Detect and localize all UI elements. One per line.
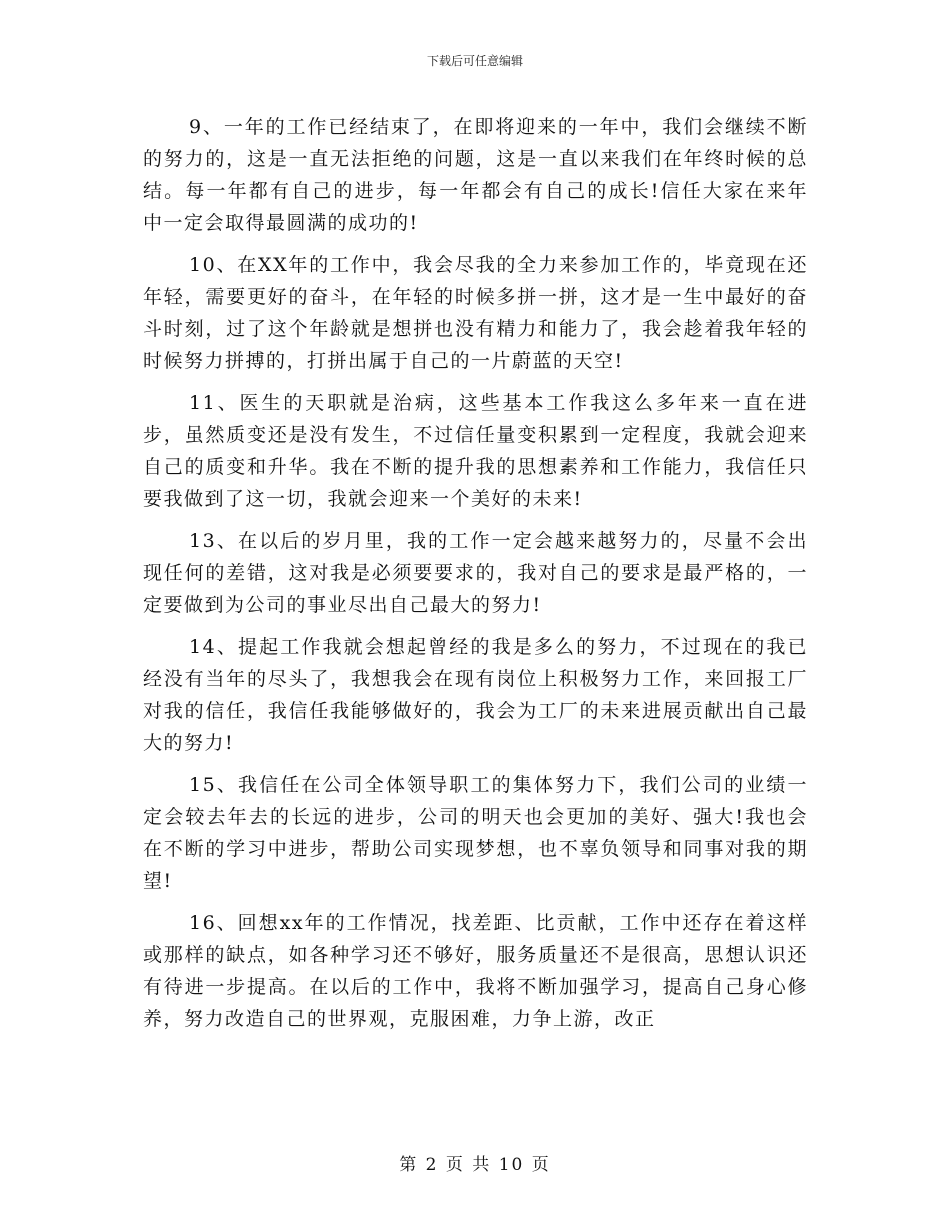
paragraph-9: 9、一年的工作已经结束了，在即将迎来的一年中，我们会继续不断的努力的，这是一直无法拒绝的问题，这是一直以来我们在年终时候的总结。每一年都有自己的进步，每一年都会有自己的成长!信任大家在来年中一定会取得最圆满的成功的!	[143, 116, 808, 234]
paragraph-11: 11、医生的天职就是治病，这些基本工作我这么多年来一直在进步，虽然质变还是没有发生，不过信任量变积累到一定程度，我就会迎来自己的质变和升华。我在不断的提升我的思想素养和工作能力，我信任只要我做到了这一切，我就会迎来一个美好的未来!	[143, 392, 808, 510]
paragraph-13: 13、在以后的岁月里，我的工作一定会越来越努力的，尽量不会出现任何的差错，这对我是必须要要求的，我对自己的要求是最严格的，一定要做到为公司的事业尽出自己最大的努力!	[143, 530, 808, 616]
paragraph-16: 16、回想xx年的工作情况，找差距、比贡献，工作中还存在着这样或那样的缺点，如各种学习还不够好，服务质量还不是很高，思想认识还有待进一步提高。在以后的工作中，我将不断加强学习，提高自己身心修养，努力改造自己的世界观，克服困难，力争上游，改正	[143, 912, 808, 1030]
paragraph-14: 14、提起工作我就会想起曾经的我是多么的努力，不过现在的我已经没有当年的尽头了，我想我会在现有岗位上积极努力工作，来回报工厂对我的信任，我信任我能够做好的，我会为工厂的未来进展贡献出自己最大的努力!	[143, 636, 808, 754]
paragraph-15: 15、我信任在公司全体领导职工的集体努力下，我们公司的业绩一定会较去年去的长远的进步，公司的明天也会更加的美好、强大!我也会在不断的学习中进步，帮助公司实现梦想，也不辜负领导和同事对我的期望!	[143, 774, 808, 892]
page-number-footer: 第 2 页 共 10 页	[399, 1155, 551, 1175]
paragraph-10: 10、在XX年的工作中，我会尽我的全力来参加工作的，毕竟现在还年轻，需要更好的奋斗，在年轻的时候多拼一拼，这才是一生中最好的奋斗时刻，过了这个年龄就是想拼也没有精力和能力了，我会趁着我年轻的时候努力拼搏的，打拼出属于自己的一片蔚蓝的天空!	[143, 254, 808, 372]
page-header: 下载后可任意编辑	[426, 54, 523, 68]
document-body	[143, 111, 808, 1045]
